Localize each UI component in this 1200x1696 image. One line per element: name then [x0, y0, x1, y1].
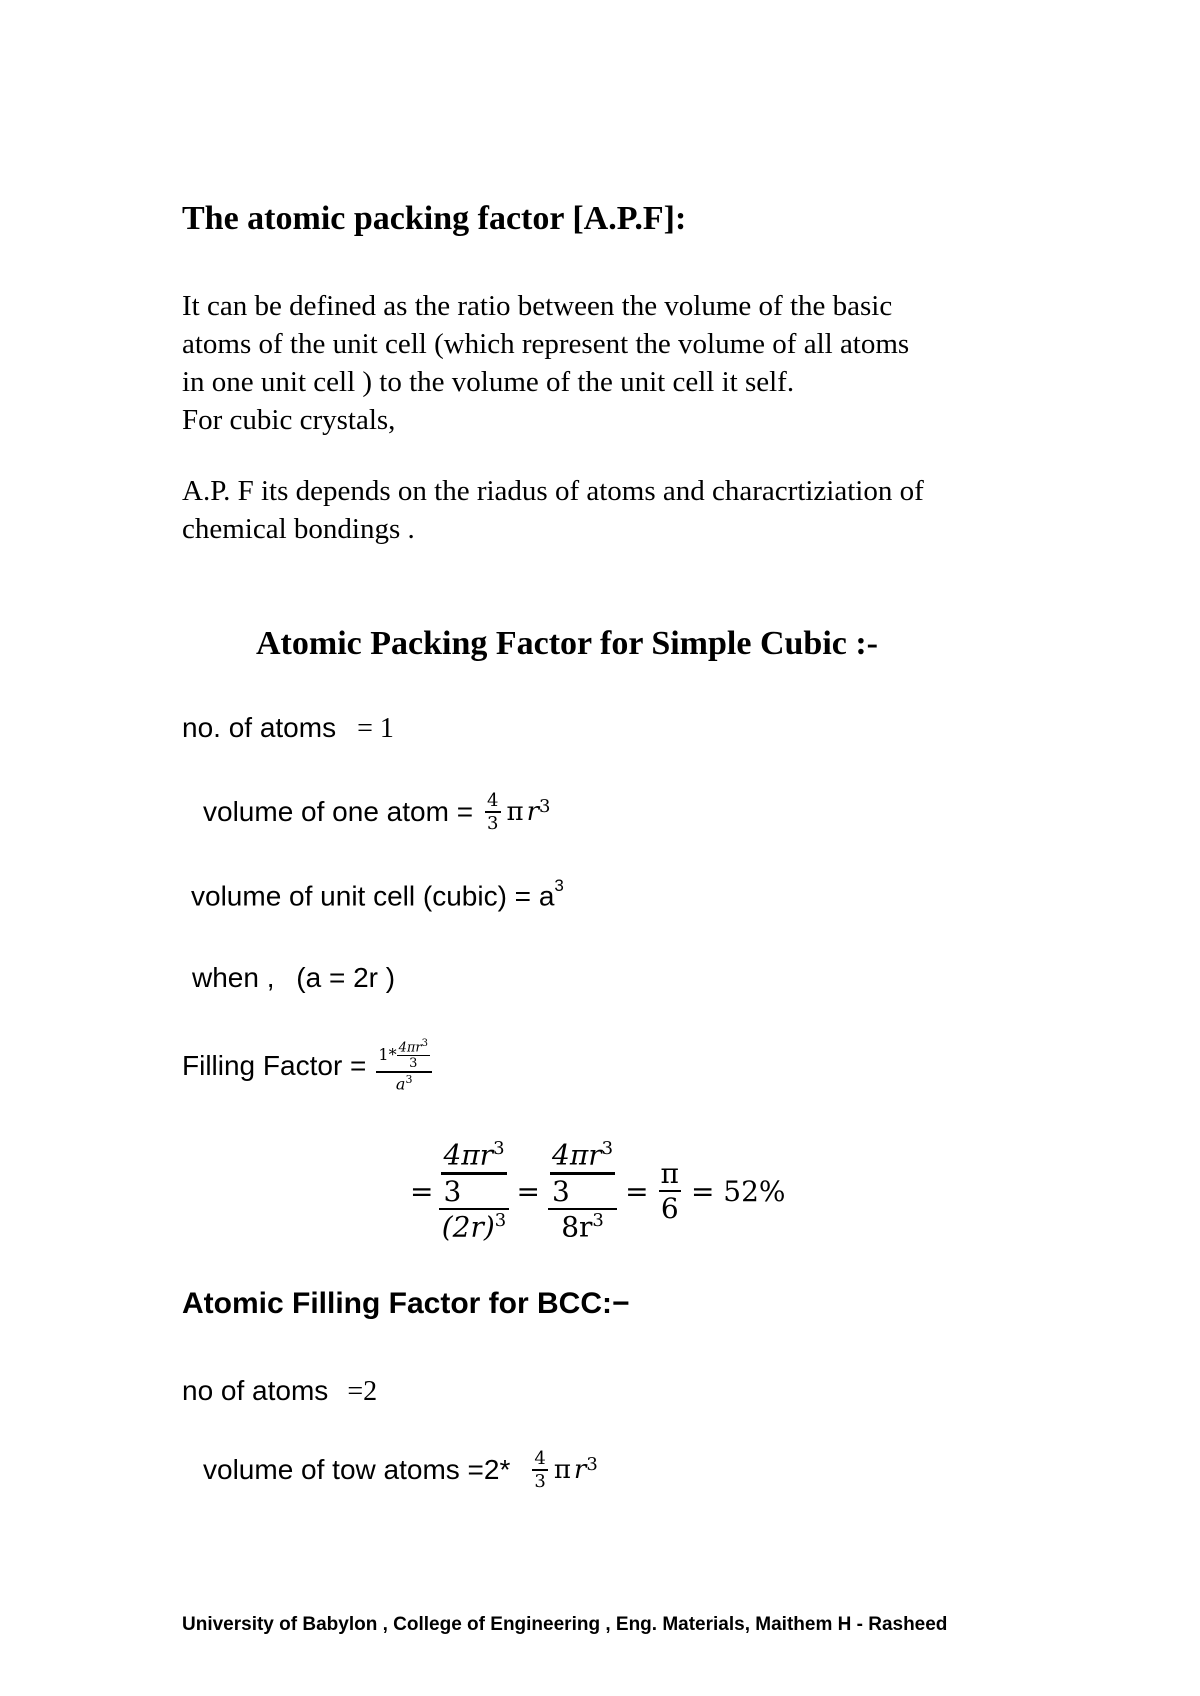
four-thirds-fraction: $\frac{4}{3}$ [534, 1448, 546, 1492]
bcc-atoms-label: no of atoms [182, 1375, 329, 1406]
equals-sign: = [625, 1174, 649, 1208]
bcc-atoms-value: =2 [347, 1376, 378, 1407]
sc-atoms-value: = 1 [357, 713, 394, 744]
sc-when-line [192, 962, 395, 994]
sc-when-value: (a = 2r ) [296, 962, 396, 993]
dependency-line: A.P. F its depends on the riadus of atoms and characrtiziation of [182, 475, 924, 507]
four-thirds-fraction: $\frac{4}{3}$ [487, 790, 499, 834]
bcc-two-atoms-line: volume of tow atoms =2* $\frac{4}{3}$ π r $^3$ [203, 1448, 598, 1492]
definition-line: atoms of the unit cell (which represent the volume of all atoms [182, 328, 910, 360]
simple-cubic-heading: Atomic Packing Factor for Simple Cubic :- [256, 625, 878, 662]
equals-sign: = [410, 1174, 434, 1208]
definition-line: For cubic crystals, [182, 404, 396, 436]
bcc-two-atoms-label: volume of tow atoms =2* [203, 1454, 511, 1485]
sc-when-label: when , [192, 962, 275, 993]
sc-atoms-label: no. of atoms [182, 712, 337, 743]
filling-factor-fraction: 1* $\frac{4\pi r^3}{3}$ $a^3$ [376, 1038, 432, 1095]
page-footer: University of Babylon , College of Engineering , Eng. Materials, Maithem H - Rasheed [182, 1614, 948, 1635]
bcc-heading: Atomic Filling Factor for BCC:− [182, 1287, 630, 1320]
sc-unit-cell-label: volume of unit cell (cubic) = a [191, 880, 555, 912]
sc-filling-line [182, 1038, 432, 1095]
sc-atoms-line [182, 712, 394, 745]
definition-line: It can be defined as the ratio between the volume of the basic [182, 290, 893, 322]
result-value: = 52% [690, 1174, 786, 1208]
sc-filling-label: Filling Factor = [182, 1050, 367, 1082]
sc-one-atom-label: volume of one atom = [203, 796, 474, 827]
definition-paragraph [182, 287, 909, 439]
sc-one-atom-line: volume of one atom = $\frac{4}{3}$ π r $^3$ [203, 790, 551, 834]
pi-over-six-fraction: $\frac{\pi}{6}$ [660, 1157, 679, 1226]
sc-equation-chain [410, 1138, 786, 1245]
step1-fraction: $\frac{\frac{4\pi r^3}{3}}{(2r)^3}$ [439, 1138, 508, 1245]
sc-unit-cell-line: volume of unit cell (cubic) = $a^3$ [191, 876, 564, 912]
page-title: The atomic packing factor [A.P.F]: [182, 200, 687, 237]
definition-line: in one unit cell ) to the volume of the unit cell it self. [182, 366, 795, 398]
equals-sign: = [516, 1174, 540, 1208]
dependency-line: chemical bondings . [182, 513, 415, 545]
dependency-paragraph [182, 472, 924, 548]
bcc-atoms-line [182, 1375, 377, 1408]
step2-fraction: $\frac{\frac{4\pi r^3}{3}}{8r^3}$ [548, 1138, 617, 1245]
